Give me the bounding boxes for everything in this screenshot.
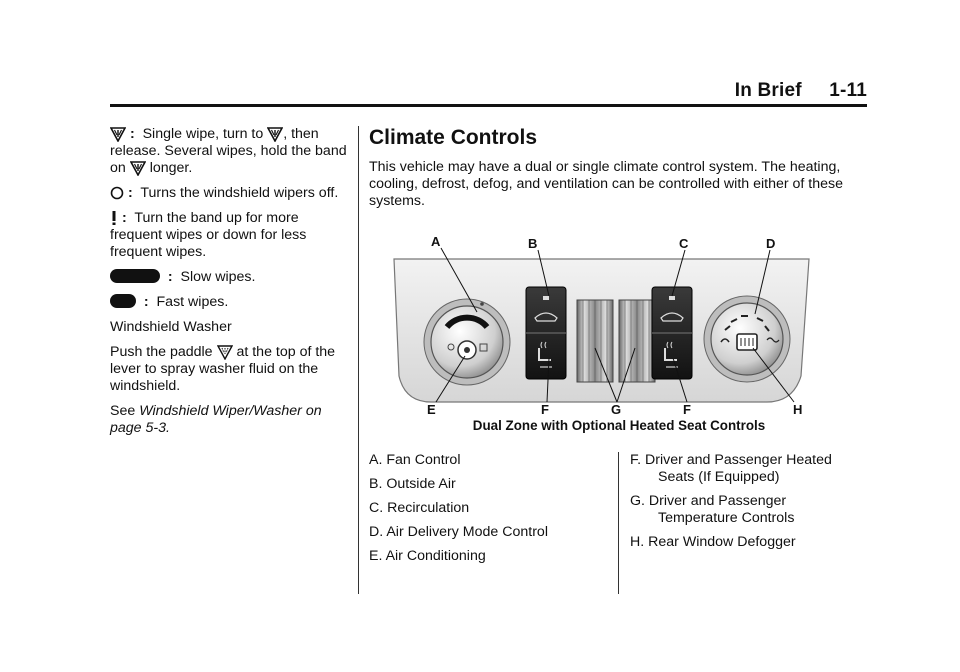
climate-control-panel-illustration bbox=[369, 230, 869, 416]
legend-left bbox=[369, 452, 609, 572]
see-reference-link: Windshield Wiper/Washer on page 5-3. bbox=[110, 403, 322, 436]
callout-f-left: F bbox=[541, 402, 549, 416]
legend-item: B. Outside Air bbox=[369, 476, 456, 492]
slow-speed-icon bbox=[110, 269, 160, 283]
driver-button-block bbox=[526, 287, 566, 379]
legend-item: H. Rear Window Defogger bbox=[630, 534, 796, 550]
washer-spray-icon bbox=[217, 344, 233, 360]
callout-c: C bbox=[679, 236, 689, 251]
washer-text: Push the paddle at the top of the lever to spray washer fluid on the windshield. bbox=[110, 344, 336, 394]
callout-b: B bbox=[528, 236, 538, 251]
passenger-button-block bbox=[652, 287, 692, 379]
legend-divider bbox=[618, 452, 619, 594]
fast-speed-icon bbox=[110, 294, 136, 308]
callout-h: H bbox=[793, 402, 803, 416]
delay-bar-icon bbox=[110, 210, 118, 226]
wiper-mist-icon bbox=[130, 160, 146, 176]
page-header bbox=[110, 80, 867, 106]
air-delivery-mode-knob bbox=[704, 296, 790, 382]
wiper-slow-item: : Slow wipes. bbox=[110, 269, 350, 286]
callout-d: D bbox=[766, 236, 776, 251]
figure-caption: Dual Zone with Optional Heated Seat Controls bbox=[472, 418, 766, 433]
wiper-off-item: : Turns the windshield wipers off. bbox=[110, 185, 350, 202]
legend-item: E. Air Conditioning bbox=[369, 548, 486, 564]
legend-right bbox=[630, 452, 870, 558]
washer-heading: Windshield Washer bbox=[110, 319, 232, 335]
callout-e: E bbox=[427, 402, 436, 416]
legend-item: C. Recirculation bbox=[369, 500, 470, 516]
callout-f-right: F bbox=[683, 402, 691, 416]
wiper-fast-item: : Fast wipes. bbox=[110, 294, 350, 311]
single-wipe-item: : Single wipe, turn to , then release. Several wipes, hold the band on longer. bbox=[110, 126, 347, 176]
right-column bbox=[369, 126, 869, 210]
section-intro: This vehicle may have a dual or single climate control system. The heating, cooling, defrost, defog, and ventilation can be controlled with either of these systems. bbox=[369, 159, 844, 209]
off-circle-icon bbox=[110, 186, 124, 200]
wiper-mist-icon bbox=[110, 126, 126, 142]
wiper-delay-item: : Turn the band up for more frequent wipes or down for less frequent wipes. bbox=[110, 210, 307, 260]
fan-control-knob bbox=[424, 299, 510, 385]
wiper-mist-icon bbox=[267, 126, 283, 142]
callout-g: G bbox=[611, 402, 622, 416]
callout-a: A bbox=[431, 234, 441, 249]
header-title: In Brief 1-11 bbox=[734, 80, 867, 101]
header-rule bbox=[110, 104, 867, 107]
column-divider bbox=[358, 126, 359, 594]
legend-item: A. Fan Control bbox=[369, 452, 461, 468]
legend-item: G. Driver and Passenger Temperature Controls bbox=[630, 493, 795, 526]
left-column bbox=[110, 126, 350, 445]
section-title: Climate Controls bbox=[369, 126, 538, 149]
legend-item: F. Driver and Passenger Heated Seats (If Equipped) bbox=[630, 452, 832, 485]
legend-item: D. Air Delivery Mode Control bbox=[369, 524, 548, 540]
see-reference: See Windshield Wiper/Washer on page 5-3. bbox=[110, 403, 322, 436]
climate-control-figure bbox=[369, 230, 869, 440]
